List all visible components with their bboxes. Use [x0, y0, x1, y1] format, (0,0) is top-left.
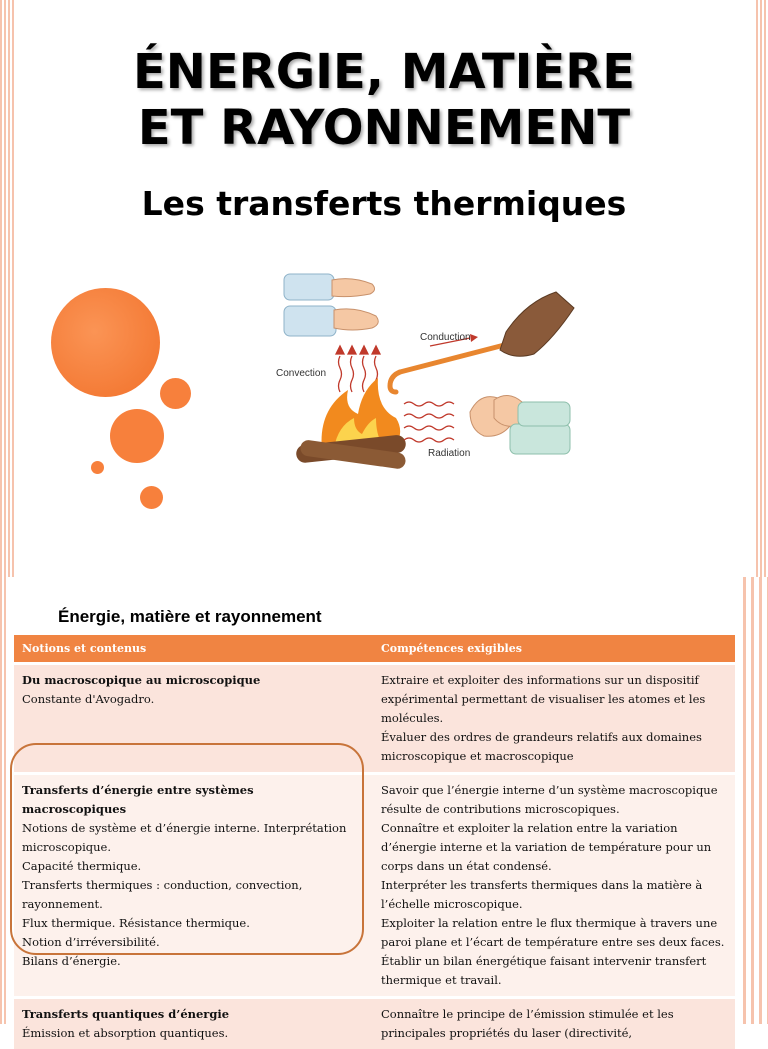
competence-line: Exploiter la relation entre le flux thermique à travers une [381, 914, 727, 933]
notions-cell [14, 998, 373, 1049]
section-heading: Énergie, matière et rayonnement [58, 607, 322, 627]
right-stripe-border [738, 577, 768, 1024]
notion-line: Constante d'Avogadro. [22, 690, 365, 709]
decor-circle-small-2 [140, 486, 163, 509]
table-row [14, 664, 735, 774]
competence-line: molécules. [381, 709, 727, 728]
slide-subtitle: Les transferts thermiques [0, 182, 768, 226]
notion-line: Émission et absorption quantiques. [22, 1024, 365, 1043]
programme-slide [0, 577, 768, 1024]
competence-line: Connaître et exploiter la relation entre la variation [381, 819, 727, 838]
notion-line: Bilans d’énergie. [22, 952, 365, 971]
competences-cell [373, 774, 735, 998]
competence-line: corps dans un état condensé. [381, 857, 727, 876]
table-row [14, 998, 735, 1049]
competence-line: Savoir que l’énergie interne d’un système macroscopique [381, 781, 727, 800]
notion-line: microscopique. [22, 838, 365, 857]
row-title: Transferts d’énergie entre systèmes [22, 781, 365, 800]
competence-line: expérimental permettant de visualiser les atomes et les [381, 690, 727, 709]
competence-line: l’échelle microscopique. [381, 895, 727, 914]
notion-line: Transferts thermiques : conduction, convection, [22, 876, 365, 895]
decor-circle-large [51, 288, 160, 397]
notion-line: Notion d’irréversibilité. [22, 933, 365, 952]
slide-title [0, 44, 768, 156]
decor-circle-small [160, 378, 191, 409]
competence-line: d’énergie interne et la variation de température pour un [381, 838, 727, 857]
competences-cell [373, 664, 735, 774]
radiation-label: Radiation [428, 448, 470, 459]
conduction-label: Conduction [420, 332, 471, 343]
competences-cell [373, 998, 735, 1049]
decor-circle-medium [110, 409, 164, 463]
column-header-notions: Notions et contenus [14, 635, 373, 664]
row-title: macroscopiques [22, 800, 365, 819]
left-stripe-border [0, 577, 6, 1024]
competence-line: principales propriétés du laser (directivité, [381, 1024, 727, 1043]
table-header-row [14, 635, 735, 664]
heat-transfer-illustration [270, 262, 580, 472]
row-title: Transferts quantiques d’énergie [22, 1005, 365, 1024]
row-title: Du macroscopique au microscopique [22, 671, 365, 690]
notion-line: Flux thermique. Résistance thermique. [22, 914, 365, 933]
competence-line: paroi plane et l’écart de température entre ses deux faces. [381, 933, 727, 952]
notions-cell [14, 774, 373, 998]
convection-label: Convection [276, 368, 326, 379]
competence-line: Établir un bilan énergétique faisant intervenir transfert [381, 952, 727, 971]
programme-table [14, 635, 735, 1049]
notion-line: rayonnement. [22, 895, 365, 914]
competence-line: Interpréter les transferts thermiques dans la matière à [381, 876, 727, 895]
decor-circle-tiny [91, 461, 104, 474]
notion-line: Notions de système et d’énergie interne. Interprétation [22, 819, 365, 838]
notion-line: Capacité thermique. [22, 857, 365, 876]
warming-hands-icon [470, 395, 570, 454]
table-row [14, 774, 735, 998]
competence-line: résulte de contributions microscopiques. [381, 800, 727, 819]
competence-line: thermique et travail. [381, 971, 727, 990]
radiation-waves-icon [404, 402, 454, 442]
competence-line: Évaluer des ordres de grandeurs relatifs aux domaines [381, 728, 727, 747]
slide-title-line2: ET RAYONNEMENT [0, 100, 768, 156]
competence-line: Extraire et exploiter des informations sur un dispositif [381, 671, 727, 690]
gloved-hand-rod-icon [390, 292, 574, 392]
notions-cell [14, 664, 373, 774]
hands-over-fire-icon [284, 274, 378, 336]
column-header-competences: Compétences exigibles [373, 635, 735, 664]
competence-line: microscopique et macroscopique [381, 747, 727, 766]
competence-line: Connaître le principe de l’émission stimulée et les [381, 1005, 727, 1024]
slide-title-line1: ÉNERGIE, MATIÈRE [0, 44, 768, 100]
